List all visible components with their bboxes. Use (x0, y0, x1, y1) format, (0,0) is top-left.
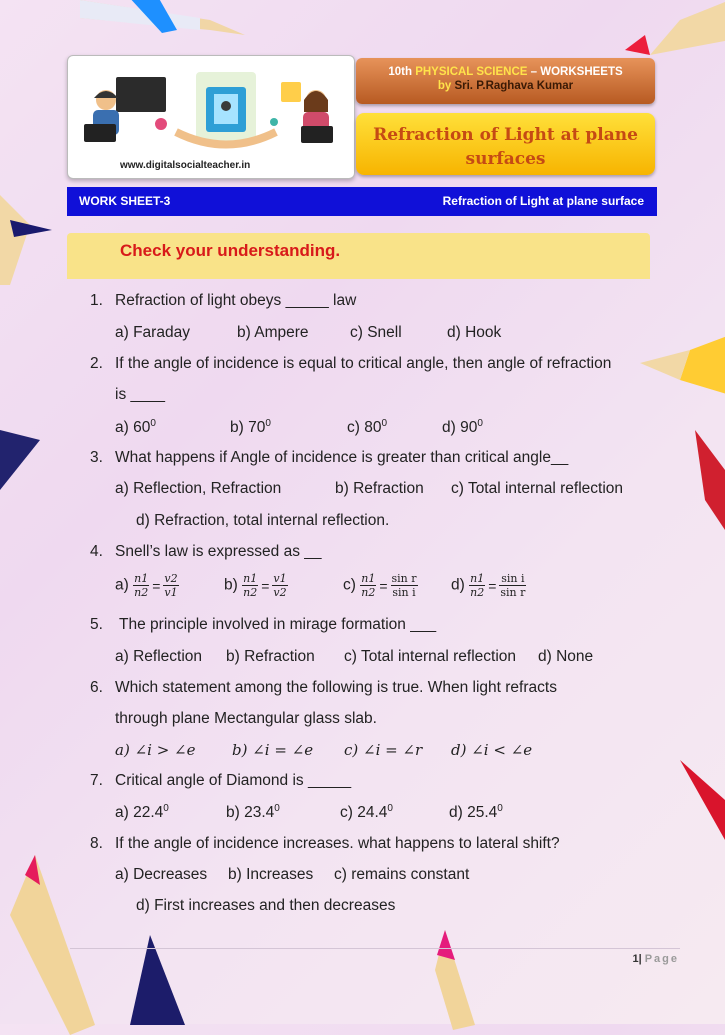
option-text: c) 24.4 (340, 804, 388, 822)
degree-sup: 0 (265, 418, 271, 429)
series-suffix: – WORKSHEETS (530, 66, 623, 78)
worksheet-number: WORK SHEET-3 (79, 194, 171, 208)
question-1 (90, 292, 356, 310)
degree-sup: 0 (150, 418, 156, 429)
teachers-illustration (76, 62, 346, 157)
fraction (499, 572, 526, 599)
author-name: Sri. P.Raghava Kumar (454, 80, 574, 92)
worksheet-header (67, 55, 657, 180)
option-a: a) ∠i > ∠e (115, 741, 196, 759)
option-d: d) First increases and then decreases (136, 897, 396, 914)
question-text: Which statement among the following is true. When light refracts (115, 679, 557, 696)
numerator: n1 (470, 572, 485, 585)
question-2-continued: is ____ (115, 386, 165, 403)
website-url: www.digitalsocialteacher.in (120, 160, 251, 171)
denominator: n2 (134, 586, 149, 599)
series-title (356, 66, 655, 78)
fraction (391, 572, 418, 599)
question-5 (90, 616, 436, 634)
option-a: a) Faraday (115, 324, 190, 341)
equals-sign: = (261, 577, 270, 594)
question-number: 5. (90, 616, 103, 633)
fraction (242, 572, 258, 599)
option-b (226, 803, 280, 822)
option-a (115, 803, 169, 822)
option-c: c) Total internal reflection (451, 480, 624, 497)
option-d (451, 572, 526, 599)
numerator: n1 (243, 572, 258, 585)
question-6-continued: through plane Mectangular glass slab. (115, 710, 377, 727)
option-a: a) Decreases (115, 866, 208, 883)
question-text: The principle involved in mirage formation ___ (115, 616, 437, 633)
question-number: 1. (90, 292, 103, 309)
option-text: a) 22.4 (115, 804, 164, 822)
option-b: b) Ampere (237, 324, 309, 341)
worksheet-topic: Refraction of Light at plane surface (442, 194, 644, 208)
question-text: What happens if Angle of incidence is greater than critical angle__ (115, 449, 569, 466)
option-label: a) (115, 576, 129, 594)
option-b: b) Refraction (226, 648, 315, 665)
author-by: by (437, 80, 452, 92)
option-text: a) 60 (115, 419, 151, 437)
page-footer (632, 953, 679, 965)
option-label: c) (343, 576, 356, 594)
option-text: b) 70 (230, 419, 266, 437)
option-a (115, 418, 156, 437)
option-c: c) Snell (350, 324, 402, 341)
degree-sup: 0 (163, 803, 169, 814)
denominator: v1 (164, 586, 178, 599)
footer-divider (70, 948, 680, 949)
page-word: Page (644, 953, 679, 965)
degree-sup: 0 (477, 418, 483, 429)
topic-title: Refraction of Light at plane surfaces (373, 125, 638, 169)
numerator: n1 (361, 572, 376, 585)
numerator: sin i (501, 572, 525, 585)
question-text: If the angle of incidence increases. what happens to lateral shift? (115, 835, 560, 852)
question-text: If the angle of incidence is equal to critical angle, then angle of refraction (115, 355, 612, 372)
question-2 (90, 355, 611, 373)
pencil-decoration-bottom-center (435, 930, 475, 1030)
question-3 (90, 449, 568, 467)
question-text: Critical angle of Diamond is _____ (115, 772, 352, 789)
pencil-decoration-right-red (695, 430, 725, 530)
check-understanding-heading: Check your understanding. (120, 241, 341, 260)
pencil-decoration-left-blue (0, 430, 45, 500)
question-number: 4. (90, 543, 103, 560)
fraction (163, 572, 178, 599)
option-b (224, 572, 288, 599)
question-number: 3. (90, 449, 103, 466)
topic-banner (356, 113, 655, 175)
question-text: Refraction of light obeys _____ law (115, 292, 357, 309)
check-understanding-bar (67, 233, 650, 279)
denominator: n2 (243, 586, 258, 599)
numerator: n1 (134, 572, 149, 585)
option-d (442, 418, 483, 437)
pencil-decoration-left (0, 195, 60, 285)
worksheet-bar (67, 187, 657, 216)
option-b: b) Refraction (335, 480, 424, 497)
option-d: d) Refraction, total internal reflection. (136, 512, 390, 529)
page-number: 1 (632, 953, 639, 965)
option-c (340, 803, 393, 822)
question-number: 8. (90, 835, 103, 852)
fraction (272, 572, 287, 599)
equals-sign: = (488, 577, 497, 594)
option-b: b) ∠i = ∠e (232, 741, 314, 759)
question-number: 6. (90, 679, 103, 696)
option-c: c) ∠i = ∠r (344, 741, 423, 759)
denominator: sin i (392, 586, 416, 599)
option-a: a) Reflection (115, 648, 203, 665)
option-text: d) 25.4 (449, 804, 498, 822)
numerator: v1 (273, 572, 287, 585)
series-author (356, 80, 655, 92)
option-b: b) Increases (228, 866, 314, 883)
option-c (343, 572, 418, 599)
page-separator: | (638, 953, 642, 965)
denominator: n2 (361, 586, 376, 599)
option-d: d) None (538, 648, 594, 665)
denominator: n2 (470, 586, 485, 599)
option-b (230, 418, 271, 437)
question-number: 2. (90, 355, 103, 372)
fraction (469, 572, 485, 599)
question-text: Snell’s law is expressed as __ (115, 543, 322, 560)
option-a: a) Reflection, Refraction (115, 480, 282, 497)
degree-sup: 0 (387, 803, 393, 814)
degree-sup: 0 (497, 803, 503, 814)
option-a (115, 572, 179, 599)
question-4 (90, 543, 322, 561)
series-subject: PHYSICAL SCIENCE (415, 66, 528, 78)
degree-sup: 0 (381, 418, 388, 429)
pencil-decoration-right-bottom (680, 760, 725, 850)
option-c (347, 418, 387, 437)
numerator: sin r (391, 572, 417, 585)
question-7 (90, 772, 351, 790)
fraction (360, 572, 376, 599)
option-text: c) 80 (347, 419, 382, 437)
question-6 (90, 679, 557, 697)
numerator: v2 (164, 572, 178, 585)
fraction (133, 572, 149, 599)
option-d (449, 803, 503, 822)
pencil-decoration-blue (127, 0, 177, 35)
series-banner (356, 58, 655, 104)
equals-sign: = (379, 577, 388, 594)
series-grade: 10th (388, 66, 412, 78)
denominator: v2 (273, 586, 287, 599)
equals-sign: = (152, 577, 161, 594)
degree-sup: 0 (274, 803, 280, 814)
option-c: c) remains constant (334, 866, 470, 883)
option-c: c) Total internal reflection (344, 648, 517, 665)
denominator: sin r (500, 586, 526, 599)
option-d: d) Hook (447, 324, 502, 341)
pencil-decoration-right-yellow (640, 335, 725, 405)
option-d: d) ∠i < ∠e (451, 741, 533, 759)
logo-box (67, 55, 355, 179)
option-text: b) 23.4 (226, 804, 275, 822)
option-label: b) (224, 576, 238, 594)
option-text: d) 90 (442, 419, 478, 437)
question-number: 7. (90, 772, 103, 789)
question-8 (90, 835, 560, 853)
option-label: d) (451, 576, 465, 594)
